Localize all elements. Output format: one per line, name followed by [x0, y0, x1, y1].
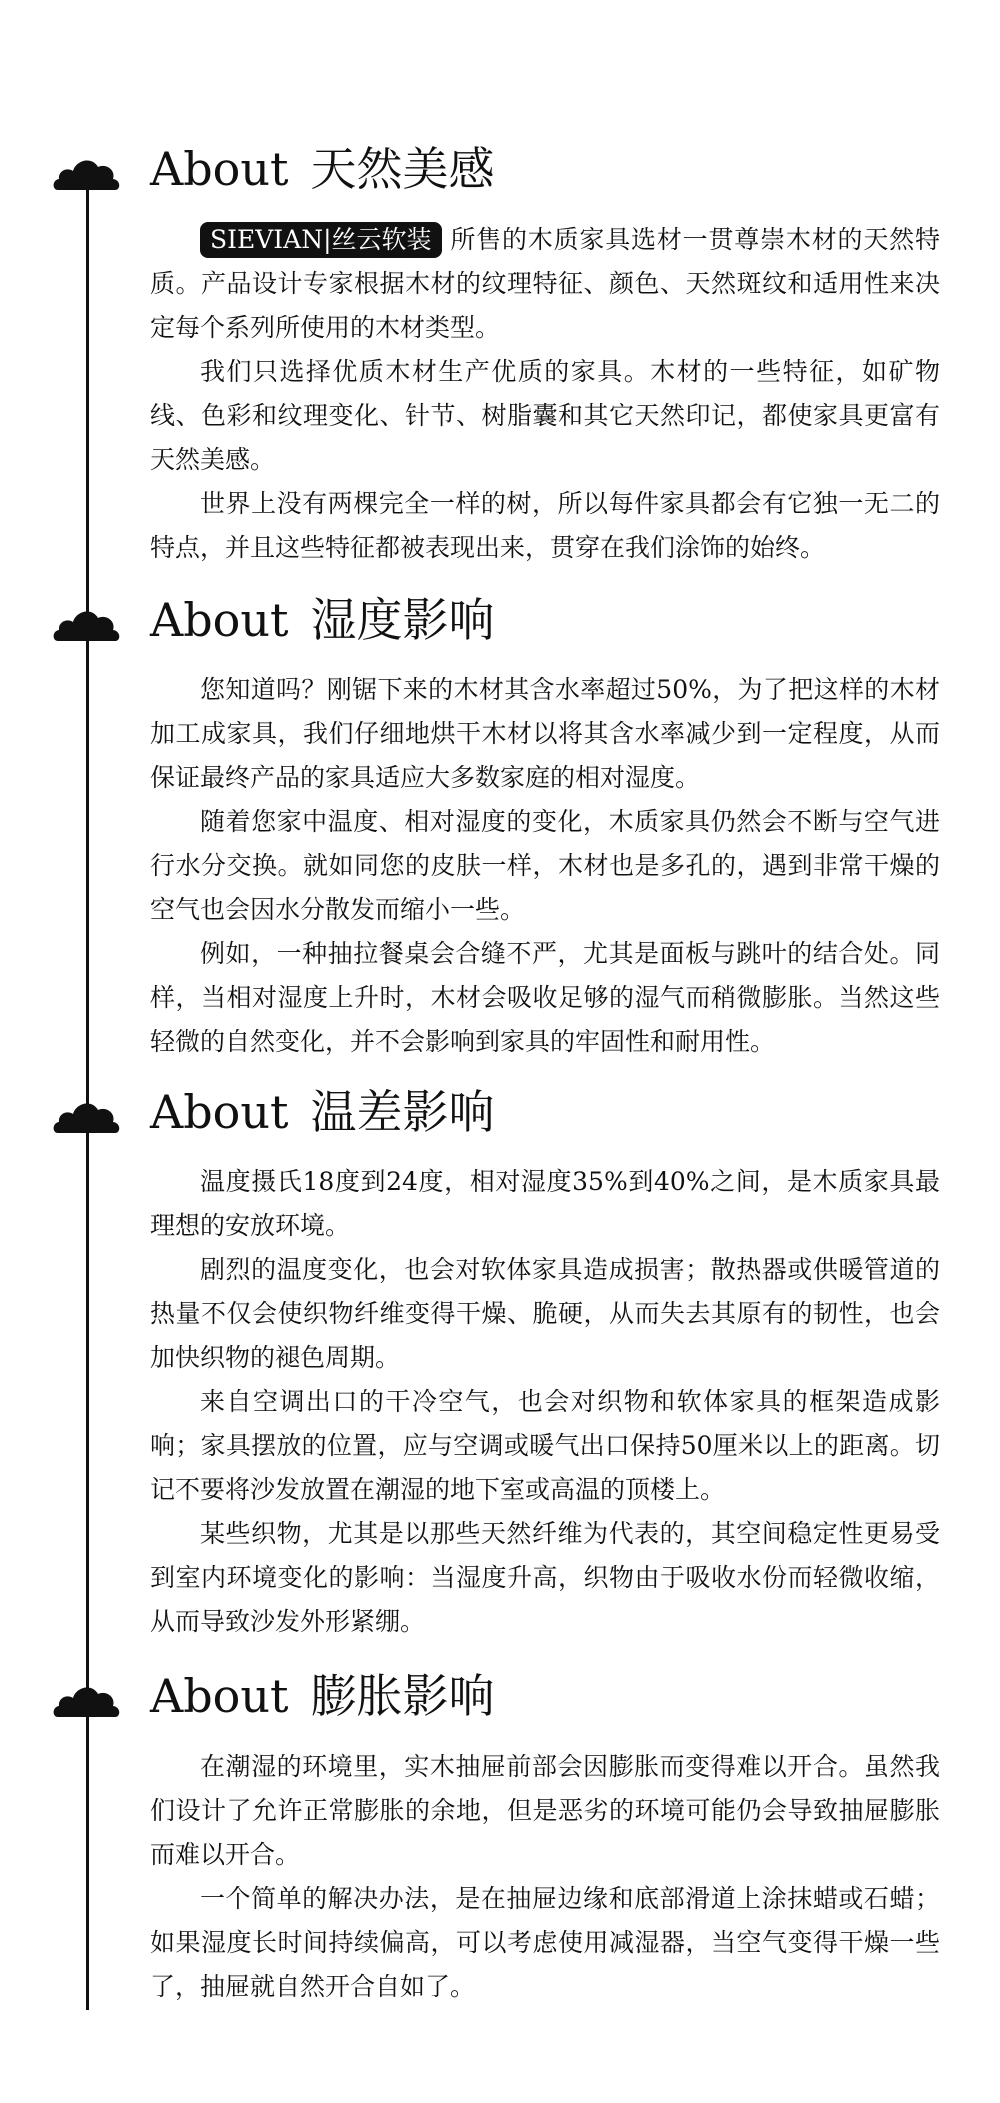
section-title-en: About — [150, 1669, 289, 1723]
paragraph: 来自空调出口的干冷空气，也会对织物和软体家具的框架造成影响；家具摆放的位置，应与空调或暖气出口保持50厘米以上的距离。切记不要将沙发放置在潮湿的地下室或高温的顶楼上。 — [150, 1387, 940, 1504]
cloud-icon — [52, 1677, 122, 1721]
paragraph: 例如，一种抽拉餐桌会合缝不严，尤其是面板与跳叶的结合处。同样，当相对湿度上升时，木材会吸收足够的湿气而稍微膨胀。当然这些轻微的自然变化，并不会影响到家具的牢固性和耐用性。 — [150, 939, 940, 1056]
section-title-cn: 湿度影响 — [310, 593, 495, 647]
paragraph: 一个简单的解决办法，是在抽屉边缘和底部滑道上涂抹蜡或石蜡；如果湿度长时间持续偏高，可以考虑使用减湿器，当空气变得干燥一些了，抽屉就自然开合自如了。 — [150, 1884, 940, 2001]
cloud-icon — [52, 601, 122, 645]
section-title — [150, 592, 494, 648]
timeline-line — [86, 170, 89, 2010]
paragraph: 剧烈的温度变化，也会对软体家具造成损害；散热器或供暖管道的热量不仅会使织物纤维变得干燥、脆硬，从而失去其原有的韧性，也会加快织物的褪色周期。 — [150, 1255, 940, 1372]
section-body — [150, 218, 940, 570]
section-body — [150, 1160, 940, 1644]
section-title-en: About — [150, 1085, 289, 1139]
section-body — [150, 668, 940, 1064]
section-title-cn: 膨胀影响 — [310, 1669, 495, 1723]
section-title-en: About — [150, 593, 289, 647]
brand-badge: SIEVIAN|丝云软装 — [200, 222, 442, 258]
paragraph: 我们只选择优质木材生产优质的家具。木材的一些特征，如矿物线、色彩和纹理变化、针节、树脂囊和其它天然印记，都使家具更富有天然美感。 — [150, 357, 940, 474]
paragraph: 在潮湿的环境里，实木抽屉前部会因膨胀而变得难以开合。虽然我们设计了允许正常膨胀的余地，但是恶劣的环境可能仍会导致抽屉膨胀而难以开合。 — [150, 1752, 940, 1869]
paragraph: 某些织物，尤其是以那些天然纤维为代表的，其空间稳定性更易受到室内环境变化的影响：当湿度升高，织物由于吸收水份而轻微收缩，从而导致沙发外形紧绷。 — [150, 1519, 940, 1636]
section-title-en: About — [150, 142, 289, 196]
section-title-cn: 温差影响 — [310, 1085, 495, 1139]
paragraph: 您知道吗？刚锯下来的木材其含水率超过50%，为了把这样的木材加工成家具，我们仔细地烘干木材以将其含水率减少到一定程度，从而保证最终产品的家具适应大多数家庭的相对湿度。 — [150, 675, 940, 792]
section-title — [150, 141, 494, 197]
section-title — [150, 1668, 494, 1724]
paragraph: 随着您家中温度、相对湿度的变化，木质家具仍然会不断与空气进行水分交换。就如同您的皮肤一样，木材也是多孔的，遇到非常干燥的空气也会因水分散发而缩小一些。 — [150, 807, 940, 924]
paragraph: 温度摄氏18度到24度，相对湿度35%到40%之间，是木质家具最理想的安放环境。 — [150, 1167, 940, 1240]
paragraph: 世界上没有两棵完全一样的树，所以每件家具都会有它独一无二的特点，并且这些特征都被表现出来，贯穿在我们涂饰的始终。 — [150, 489, 940, 562]
cloud-icon — [52, 1093, 122, 1137]
section-title-cn: 天然美感 — [310, 142, 495, 196]
paragraph: SIEVIAN|丝云软装 所售的木质家具选材一贯尊崇木材的天然特质。产品设计专家根据木材的纹理特征、颜色、天然斑纹和适用性来决定每个系列所使用的木材类型。 — [150, 218, 940, 350]
section-title — [150, 1084, 494, 1140]
section-body — [150, 1745, 940, 2009]
cloud-icon — [52, 150, 122, 194]
